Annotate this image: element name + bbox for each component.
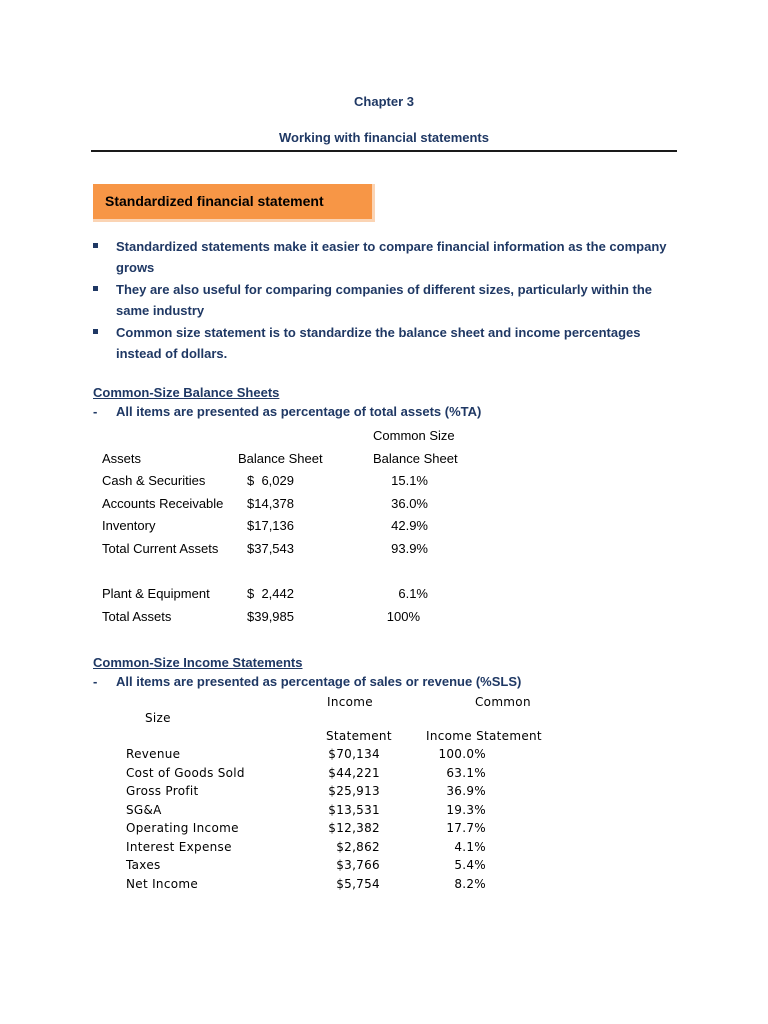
square-bullet-icon [93, 286, 98, 291]
table-row-value: $44,221 [328, 766, 380, 780]
table-row-label: SG&A [126, 803, 162, 817]
table-row-value: $5,754 [336, 877, 380, 891]
balance-header-common-balance-sheet: Balance Sheet [373, 451, 458, 466]
square-bullet-icon [93, 243, 98, 248]
table-row-percent: 100.0% [438, 747, 486, 761]
balance-header-common-size: Common Size [373, 428, 455, 443]
list-item: Standardized statements make it easier to compare financial information as the company grows [93, 236, 683, 278]
income-header-income: Income [327, 695, 373, 709]
income-header-size: Size [145, 711, 171, 725]
document-subtitle: Working with financial statements [279, 130, 489, 145]
table-row-value: $2,862 [336, 840, 380, 854]
list-item: They are also useful for comparing companies of different sizes, particularly within the same industry [93, 279, 683, 321]
table-row-label: Interest Expense [126, 840, 232, 854]
table-row-label: Accounts Receivable [102, 496, 224, 511]
square-bullet-icon [93, 329, 98, 334]
income-header-income-statement: Income Statement [426, 729, 542, 743]
table-row-percent: 5.4% [454, 858, 486, 872]
table-row-percent: 19.3% [446, 803, 486, 817]
table-row-value: $39,985 [247, 609, 294, 624]
income-statement-heading: Common-Size Income Statements [93, 655, 303, 670]
table-row-label: Cost of Goods Sold [126, 766, 245, 780]
income-header-common: Common [475, 695, 531, 709]
table-row-label: Taxes [126, 858, 161, 872]
table-row-percent: 100% [386, 609, 420, 624]
chapter-title: Chapter 3 [354, 94, 414, 109]
table-row-label: Inventory [102, 518, 156, 533]
income-header-statement: Statement [326, 729, 392, 743]
table-row-value: $3,766 [336, 858, 380, 872]
table-row-label: Gross Profit [126, 784, 199, 798]
table-row-value: $17,136 [247, 518, 294, 533]
income-statement-note: - All items are presented as percentage of sales or revenue (%SLS) [93, 674, 522, 689]
table-row-label: Plant & Equipment [102, 586, 210, 601]
table-row-percent: 6.1% [398, 586, 428, 601]
table-row-percent: 17.7% [446, 821, 486, 835]
table-row-label: Total Current Assets [102, 541, 219, 556]
table-row-value: $25,913 [328, 784, 380, 798]
section-banner [93, 184, 375, 222]
header-divider [91, 150, 677, 152]
table-row-label: Cash & Securities [102, 473, 206, 488]
table-row-label: Total Assets [102, 609, 172, 624]
section-banner-title: Standardized financial statement [105, 193, 324, 209]
table-row-percent: 93.9% [391, 541, 428, 556]
table-row-percent: 42.9% [391, 518, 428, 533]
balance-header-assets: Assets [102, 451, 142, 466]
balance-header-balance-sheet: Balance Sheet [238, 451, 323, 466]
balance-sheet-note: - All items are presented as percentage of total assets (%TA) [93, 404, 482, 419]
table-row-percent: 4.1% [454, 840, 486, 854]
list-item: Common size statement is to standardize the balance sheet and income percentages instead of dollars. [93, 322, 683, 364]
table-row-percent: 8.2% [454, 877, 486, 891]
table-row-value: $37,543 [247, 541, 294, 556]
table-row-value: $ 2,442 [247, 586, 294, 601]
table-row-label: Operating Income [126, 821, 239, 835]
bullet-list [93, 236, 683, 365]
table-row-value: $12,382 [328, 821, 380, 835]
table-row-percent: 15.1% [391, 473, 428, 488]
table-row-percent: 63.1% [446, 766, 486, 780]
table-row-value: $13,531 [328, 803, 380, 817]
table-row-value: $14,378 [247, 496, 294, 511]
table-row-percent: 36.9% [446, 784, 486, 798]
table-row-percent: 36.0% [391, 496, 428, 511]
table-row-label: Net Income [126, 877, 199, 891]
table-row-label: Revenue [126, 747, 181, 761]
balance-sheet-heading: Common-Size Balance Sheets [93, 385, 280, 400]
table-row-value: $ 6,029 [247, 473, 294, 488]
table-row-value: $70,134 [328, 747, 380, 761]
